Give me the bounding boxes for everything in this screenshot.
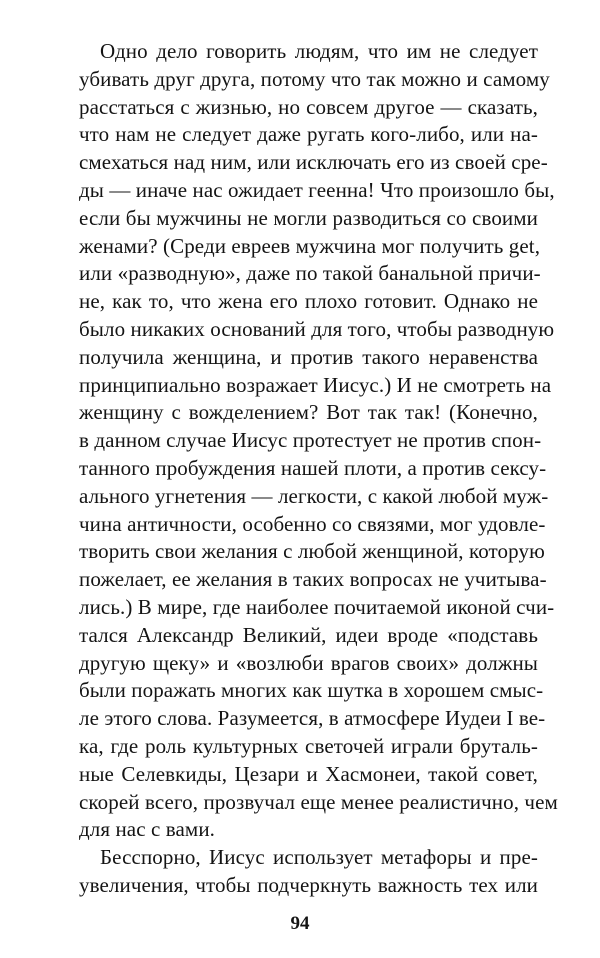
- text-line: если бы мужчины не могли разводиться со своими: [79, 205, 538, 230]
- text-line: принципиально возражает Иисус.) И не смотреть на: [79, 372, 552, 397]
- text-line: пожелает, ее желания в таких вопросах не учитыва-: [79, 567, 547, 592]
- text-line: ды — иначе нас ожидает геенна! Что произошло бы,: [79, 177, 555, 202]
- text-line: лись.) В мире, где наиболее почитаемой иконой счи-: [79, 594, 555, 619]
- text-line: было никаких оснований для того, чтобы разводную: [79, 316, 555, 341]
- text-line: были поражать многих как шутка в хорошем смыс-: [79, 678, 544, 703]
- text-line: в данном случае Иисус протестует не против спон-: [79, 428, 542, 453]
- text-line: получила женщина, и против такого неравенства: [79, 344, 538, 369]
- page-number: 94: [290, 913, 310, 934]
- text-line: чина античности, особенно со связями, мог удовле-: [79, 511, 546, 536]
- text-line: смехаться над ним, или исключать его из своей сре-: [79, 150, 548, 175]
- text-line: не, как то, что жена его плохо готовит. Однако не: [79, 289, 538, 314]
- paragraph: [79, 38, 558, 844]
- text-line: расстаться с жизнью, но совсем другое — сказать,: [79, 94, 538, 119]
- text-line: ка, где роль культурных светочей играли бруталь-: [79, 733, 538, 758]
- text-line: что нам не следует даже ругать кого-либо, или на-: [79, 122, 538, 147]
- text-line: танного пробуждения нашей плоти, а против сексу-: [79, 455, 547, 480]
- text-line: женщину с вожделением? Вот так так! (Конечно,: [79, 400, 538, 425]
- text-line: тался Александр Великий, идеи вроде «подставь: [79, 622, 538, 647]
- text-line: ные Селевкиды, Цезари и Хасмонеи, такой совет,: [79, 761, 538, 786]
- paragraph: [79, 844, 538, 900]
- text-line: или «разводную», даже по такой банальной причи-: [79, 261, 541, 286]
- text-line: увеличения, чтобы подчеркнуть важность тех или: [79, 872, 538, 897]
- text-line: Одно дело говорить людям, что им не следует: [100, 39, 538, 63]
- text-line: скорей всего, прозвучал еще менее реалистично, чем: [79, 789, 558, 814]
- text-line: ле этого слова. Разумеется, в атмосфере Иудеи I ве-: [79, 706, 546, 731]
- text-line: женами? (Среди евреев мужчина мог получить get,: [79, 233, 541, 258]
- text-line: убивать друг друга, потому что так можно и самому: [79, 66, 550, 91]
- text-line: Бесспорно, Иисус использует метафоры и пре-: [100, 845, 538, 870]
- text-line: ального угнетения — легкости, с какой любой муж-: [79, 483, 549, 508]
- page-body: [79, 38, 558, 900]
- text-line: творить свои желания с любой женщиной, которую: [79, 539, 545, 564]
- text-line: для нас с вами.: [79, 817, 216, 842]
- text-line: другую щеку» и «возлюби врагов своих» должны: [79, 650, 538, 675]
